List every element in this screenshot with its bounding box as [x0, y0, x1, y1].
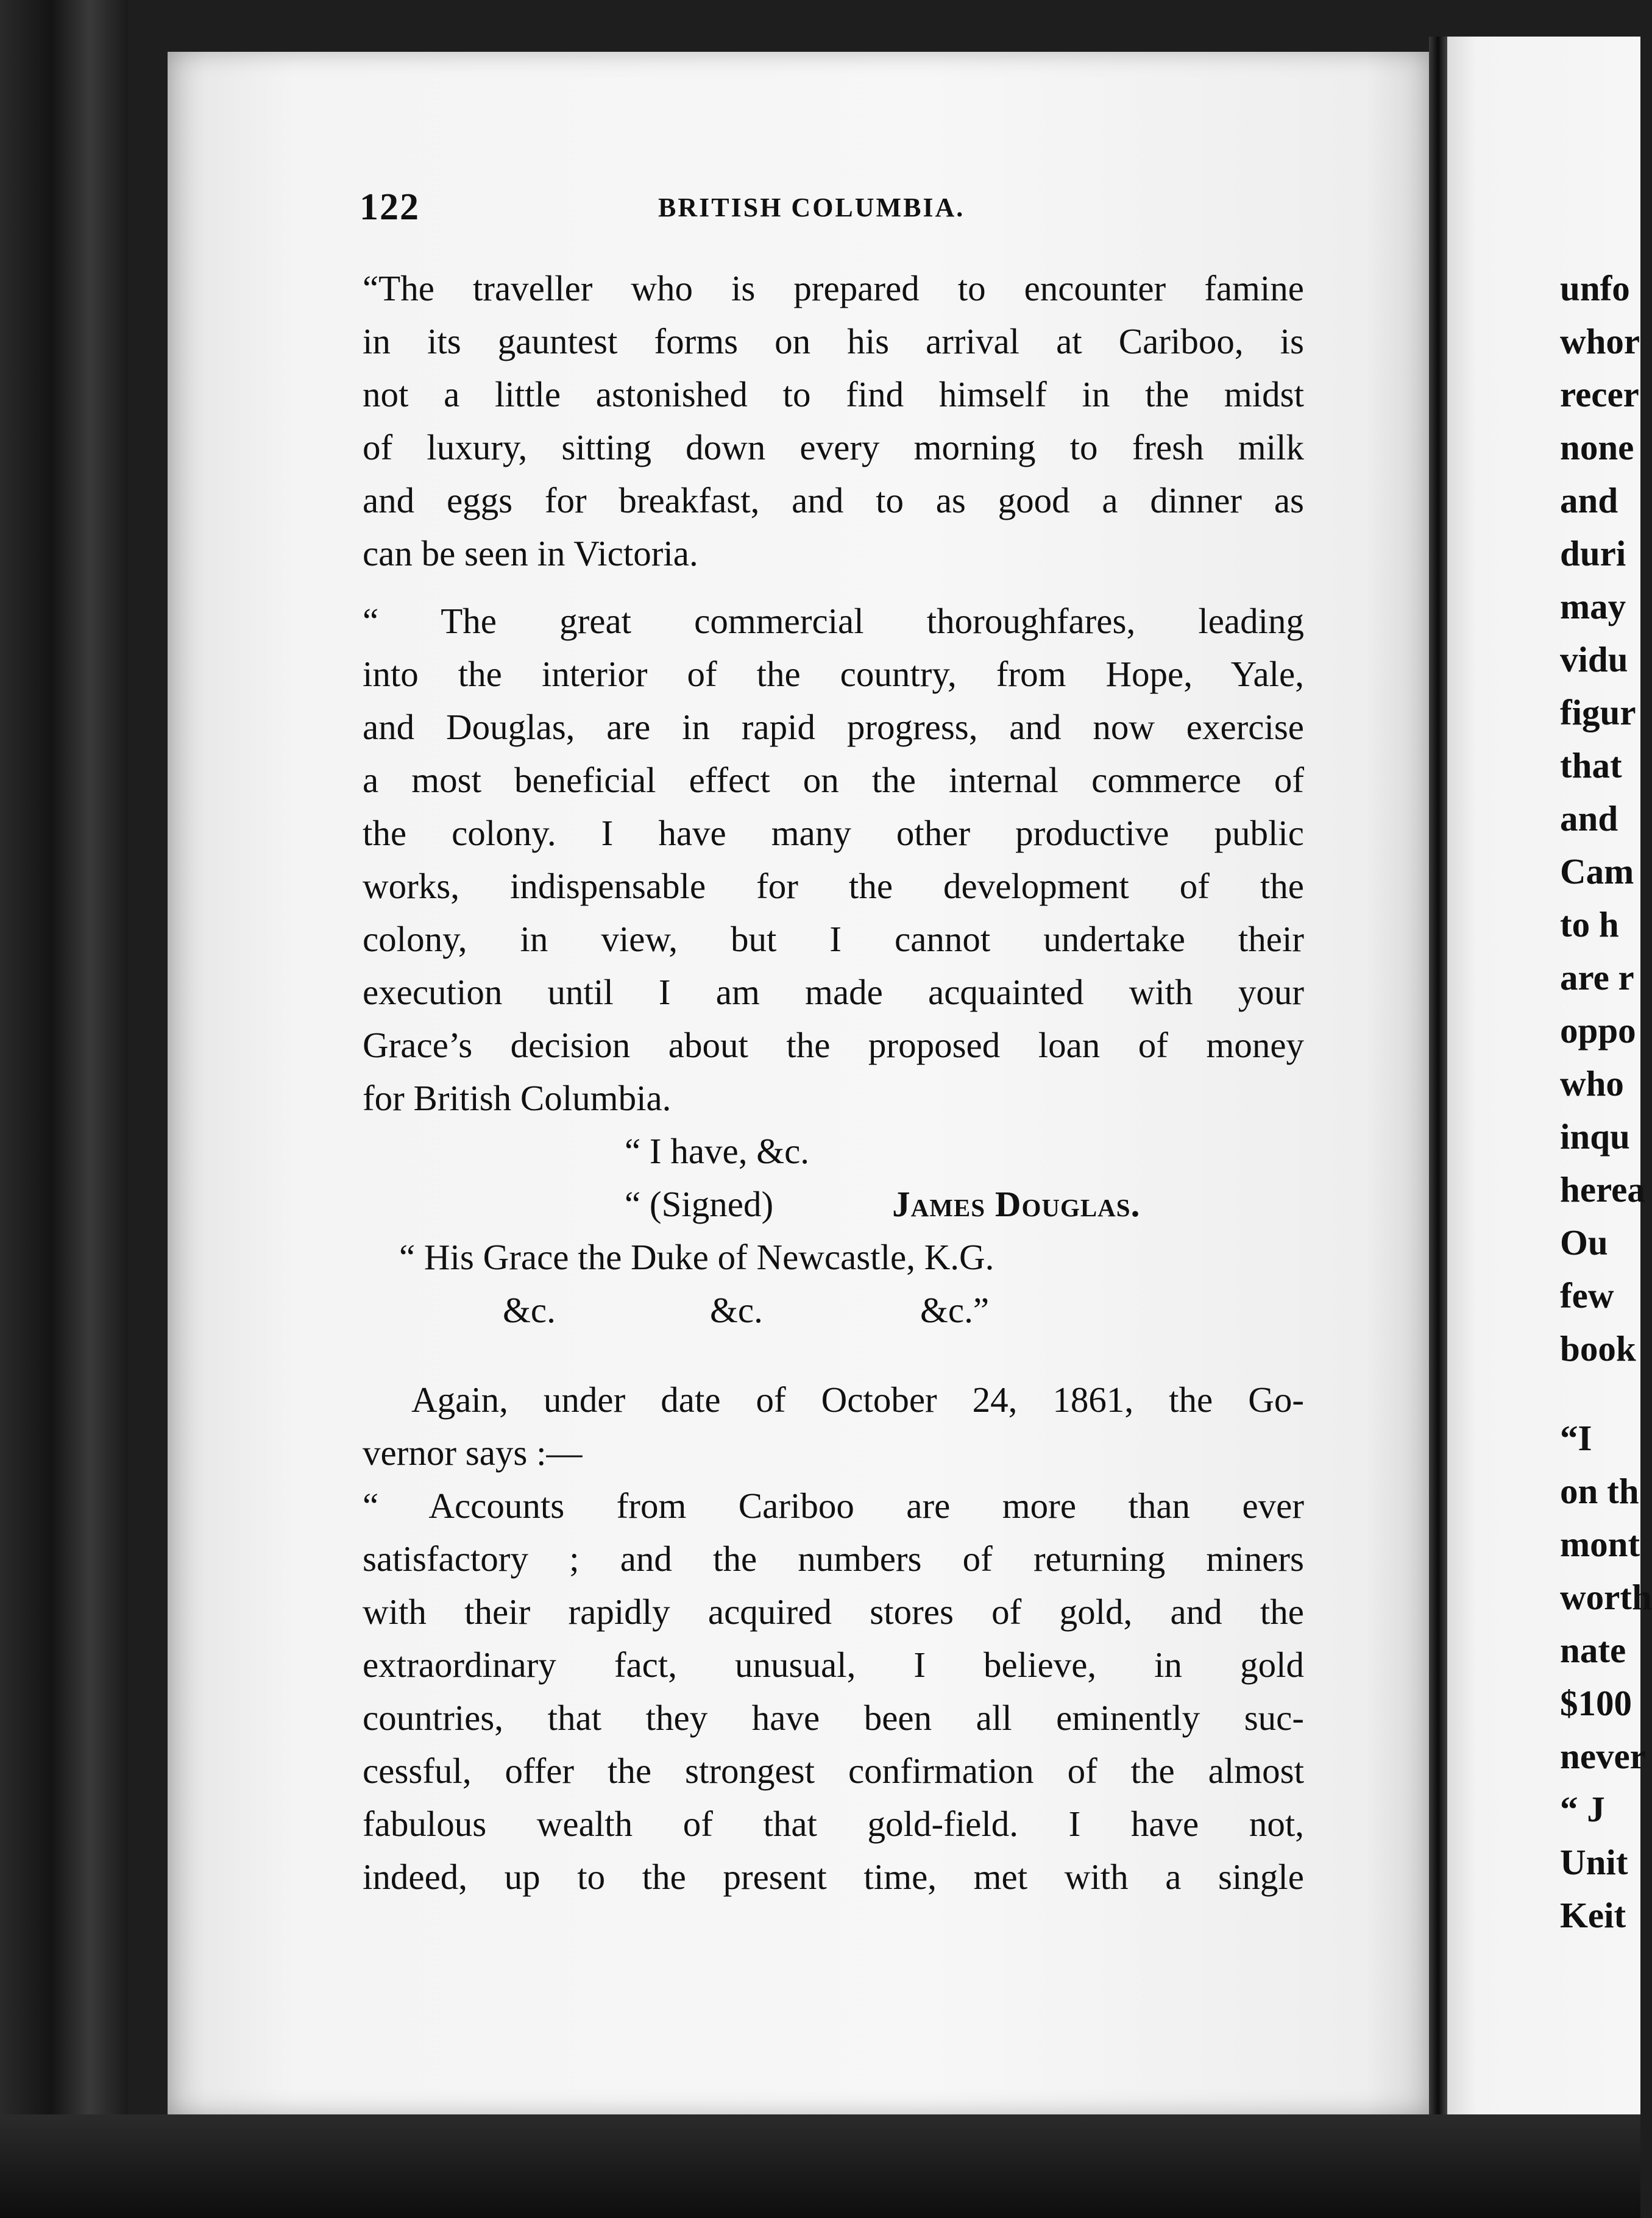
fragment-line: book — [1560, 1328, 1636, 1369]
fragment-line: who — [1560, 1063, 1624, 1104]
scan-border-left — [0, 0, 128, 2218]
fragment-line: worth — [1560, 1577, 1652, 1617]
fragment-line: duri — [1560, 533, 1626, 573]
fragment-line: $100 — [1560, 1683, 1632, 1723]
running-title: BRITISH COLUMBIA. — [658, 193, 965, 222]
text-line: Grace’s decision about the proposed loan of money — [363, 1025, 1304, 1065]
text-line: vernor says :— — [363, 1433, 583, 1473]
text-line: countries, that they have been all eminently suc- — [363, 1698, 1304, 1738]
page-number: 122 — [360, 186, 420, 228]
fragment-line: Unit — [1560, 1842, 1628, 1882]
text-line: can be seen in Victoria. — [363, 533, 698, 573]
text-line: “The traveller who is prepared to encounter famine — [363, 268, 1304, 308]
facing-page-text — [1560, 262, 1652, 1942]
fragment-line: Keit — [1560, 1895, 1626, 1935]
fragment-line: may — [1560, 586, 1626, 626]
fragment-line: herea — [1560, 1169, 1645, 1210]
fragment-line: figur — [1560, 692, 1636, 732]
addressee-line: “ His Grace the Duke of Newcastle, K.G. — [399, 1237, 994, 1277]
text-line: into the interior of the country, from Hope, Yale, — [363, 654, 1304, 694]
fragment-line: that — [1560, 745, 1622, 785]
text-line: in its gauntest forms on his arrival at Cariboo, is — [363, 321, 1304, 361]
fragment-line: vidu — [1560, 639, 1628, 679]
etc-3: &c.” — [920, 1290, 990, 1330]
text-line: of luxury, sitting down every morning to fresh milk — [363, 427, 1304, 467]
fragment-line: inqu — [1560, 1116, 1630, 1157]
fragment-line: none — [1560, 427, 1634, 467]
signatory-name: James Douglas. — [892, 1184, 1141, 1224]
text-line: fabulous wealth of that gold-field. I have not, — [363, 1804, 1304, 1844]
body-text — [363, 262, 1304, 1904]
fragment-line: and — [1560, 798, 1618, 838]
fragment-line: oppo — [1560, 1010, 1636, 1051]
fragment-line: unfo — [1560, 268, 1630, 308]
text-line: works, indispensable for the development of the — [363, 866, 1304, 906]
etc-1: &c. — [503, 1290, 556, 1330]
scan-border-bottom — [0, 2114, 1640, 2218]
text-line: extraordinary fact, unusual, I believe, in gold — [363, 1645, 1304, 1685]
text-line: Again, under date of October 24, 1861, the Go- — [411, 1380, 1304, 1420]
text-line: the colony. I have many other productive public — [363, 813, 1304, 853]
fragment-line: and — [1560, 480, 1618, 520]
fragment-line: never — [1560, 1736, 1646, 1776]
fragment-line: Ou — [1560, 1222, 1608, 1263]
text-line: for British Columbia. — [363, 1078, 672, 1118]
text-line: with their rapidly acquired stores of gold, and the — [363, 1592, 1304, 1632]
closing-line: “ I have, &c. — [625, 1131, 810, 1171]
text-line: execution until I am made acquainted with your — [363, 972, 1304, 1012]
book-gutter — [1429, 37, 1447, 2121]
signed-label: “ (Signed) — [625, 1184, 774, 1224]
text-line: indeed, up to the present time, met with a single — [363, 1857, 1304, 1897]
fragment-line: to h — [1560, 904, 1619, 944]
fragment-line: “ J — [1560, 1789, 1605, 1829]
fragment-line: on th — [1560, 1471, 1639, 1511]
running-header — [360, 186, 1322, 229]
text-line: satisfactory ; and the numbers of returning miners — [363, 1539, 1304, 1579]
etc-2: &c. — [710, 1290, 763, 1330]
fragment-line: recer — [1560, 374, 1639, 414]
etc-row — [363, 1284, 1304, 1337]
text-line: a most beneficial effect on the internal commerce of — [363, 760, 1304, 800]
fragment-line: mont — [1560, 1524, 1640, 1564]
text-line: not a little astonished to find himself in the midst — [363, 374, 1304, 414]
fragment-line: “I — [1560, 1418, 1592, 1458]
fragment-line: whor — [1560, 321, 1640, 361]
fragment-line: few — [1560, 1275, 1614, 1316]
text-line: and eggs for breakfast, and to as good a dinner as — [363, 480, 1304, 520]
fragment-line: are r — [1560, 957, 1634, 997]
text-line: “ The great commercial thoroughfares, leading — [363, 601, 1304, 641]
text-line: “ Accounts from Cariboo are more than ever — [363, 1486, 1304, 1526]
signature-line — [363, 1178, 1304, 1231]
fragment-line: nate — [1560, 1630, 1626, 1670]
fragment-line: Cam — [1560, 851, 1634, 891]
text-line: and Douglas, are in rapid progress, and now exercise — [363, 707, 1304, 747]
text-line: cessful, offer the strongest confirmation of the almost — [363, 1751, 1304, 1791]
text-line: colony, in view, but I cannot undertake their — [363, 919, 1304, 959]
